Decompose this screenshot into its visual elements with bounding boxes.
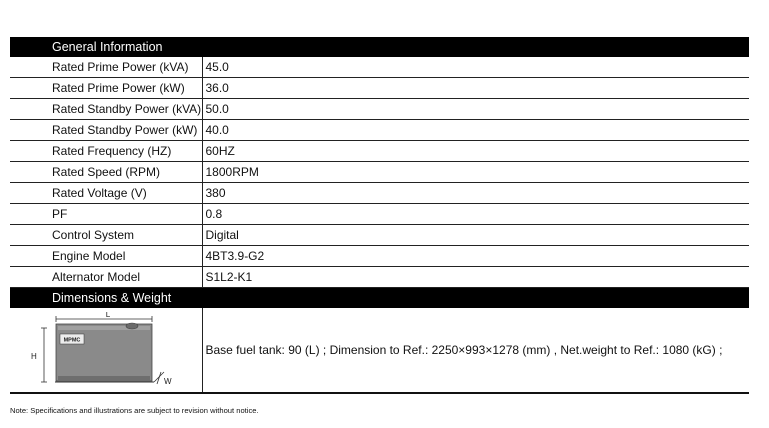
spec-sheet	[10, 37, 749, 394]
row-value: Digital	[202, 225, 749, 246]
row-label: Rated Standby Power (kW)	[10, 120, 202, 141]
dimensions-weight-header	[10, 288, 749, 309]
table-row	[10, 120, 749, 141]
row-label: Rated Standby Power (kVA)	[10, 99, 202, 120]
table-row	[10, 162, 749, 183]
row-label: PF	[10, 204, 202, 225]
dimensions-row	[10, 308, 749, 393]
general-information-header	[10, 37, 749, 57]
spec-table	[10, 37, 749, 394]
row-value: 380	[202, 183, 749, 204]
row-label: Rated Frequency (HZ)	[10, 141, 202, 162]
row-label: Rated Speed (RPM)	[10, 162, 202, 183]
row-value: 4BT3.9-G2	[202, 246, 749, 267]
table-row	[10, 78, 749, 99]
section-title: General Information	[10, 37, 749, 57]
row-value: S1L2-K1	[202, 267, 749, 288]
row-label: Rated Prime Power (kW)	[10, 78, 202, 99]
row-label: Control System	[10, 225, 202, 246]
row-value: 50.0	[202, 99, 749, 120]
row-label: Engine Model	[10, 246, 202, 267]
row-label: Rated Voltage (V)	[10, 183, 202, 204]
length-label: L	[105, 312, 111, 319]
row-value: 40.0	[202, 120, 749, 141]
row-value: 0.8	[202, 204, 749, 225]
width-label: W	[164, 377, 172, 386]
table-row	[10, 99, 749, 120]
section-title: Dimensions & Weight	[10, 288, 749, 309]
table-row	[10, 183, 749, 204]
table-row	[10, 225, 749, 246]
row-label: Alternator Model	[10, 267, 202, 288]
brand-label: MPMC	[63, 337, 81, 344]
genset-diagram	[28, 312, 188, 390]
row-value: 1800RPM	[202, 162, 749, 183]
table-row	[10, 141, 749, 162]
table-row	[10, 57, 749, 78]
table-row	[10, 246, 749, 267]
row-label: Rated Prime Power (kVA)	[10, 57, 202, 78]
row-value: 60HZ	[202, 141, 749, 162]
dimensions-description: Base fuel tank: 90 (L) ; Dimension to Ref.: 2250×993×1278 (mm) , Net.weight to Ref.: 1080 (kG) ;	[202, 308, 749, 393]
row-value: 36.0	[202, 78, 749, 99]
height-label: H	[31, 352, 37, 361]
table-row	[10, 204, 749, 225]
row-value: 45.0	[202, 57, 749, 78]
footnote: Note: Specifications and illustrations are subject to revision without notice.	[10, 406, 259, 415]
genset-diagram-cell	[10, 308, 202, 393]
table-row	[10, 267, 749, 288]
